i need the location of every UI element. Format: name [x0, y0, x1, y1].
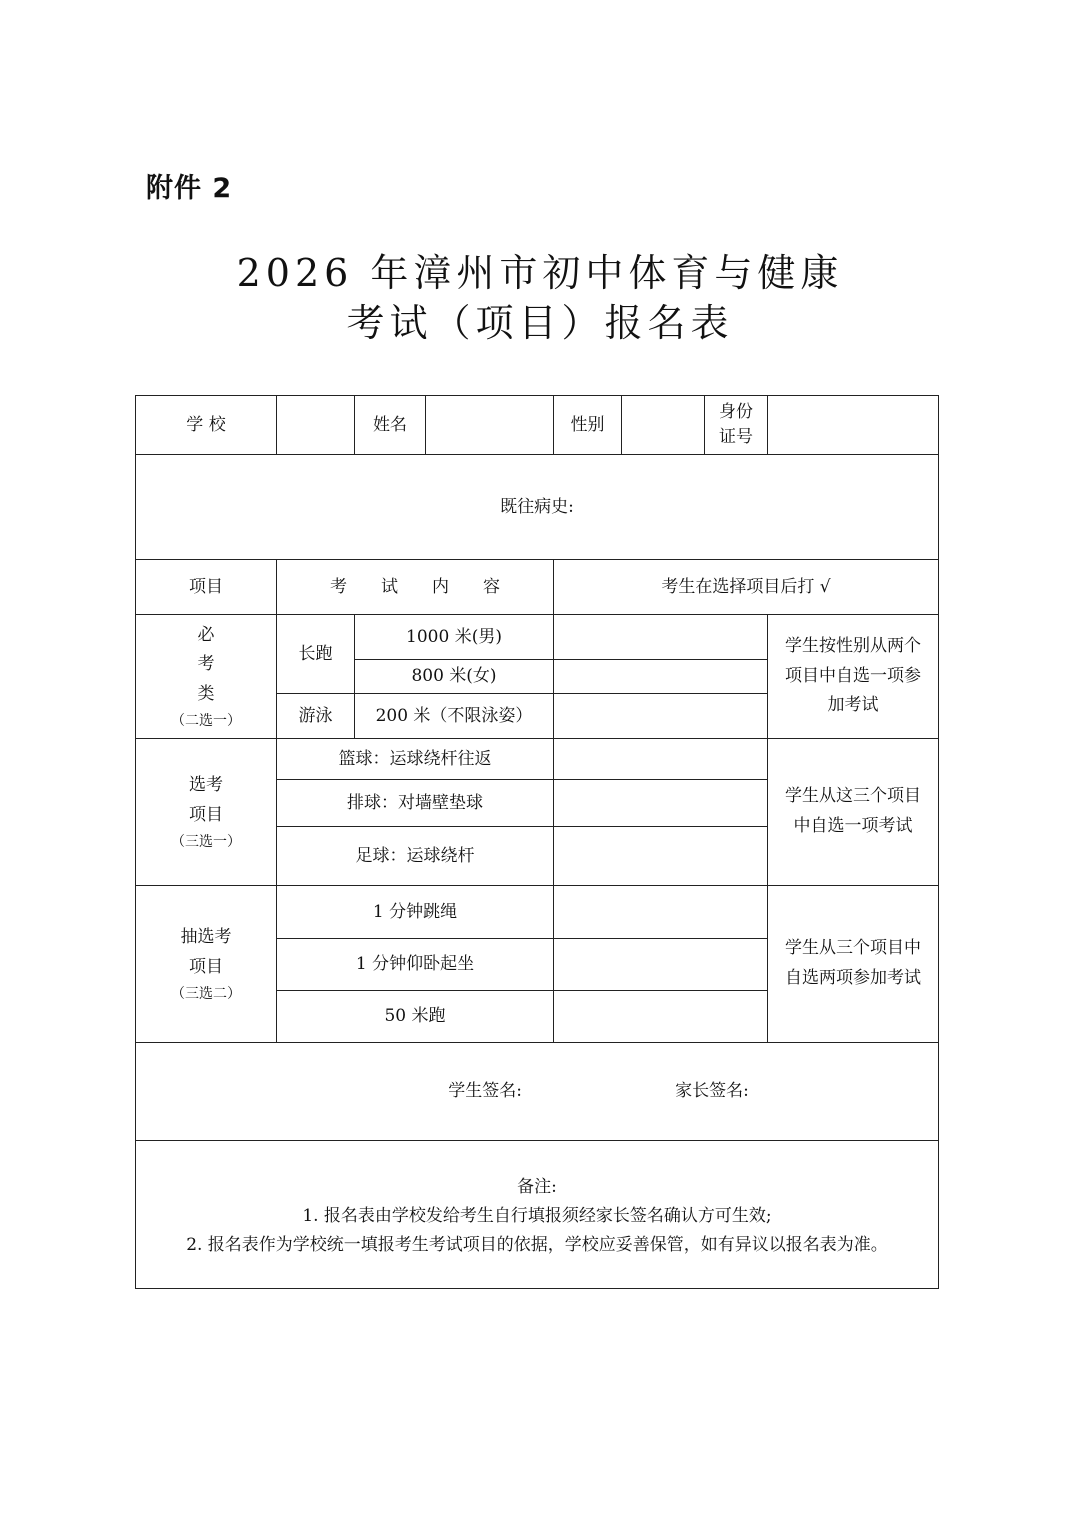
lottery-sub-label: （三选二） [171, 985, 241, 1002]
gender-input-cell[interactable] [622, 396, 705, 455]
lottery-item: 50 米跑 [277, 991, 554, 1043]
form-title-line-1: 2026 年漳州市初中体育与健康 [236, 251, 844, 295]
lottery-item: 1 分钟仰卧起坐 [277, 939, 554, 991]
elective-item: 足球：运球绕杆 [277, 827, 554, 886]
elective-check-cell[interactable] [554, 739, 768, 780]
long-run-label: 长跑 [277, 615, 355, 694]
attachment-label: 附件 2 [146, 173, 233, 204]
elective-category-label [136, 739, 277, 886]
swim-label: 游泳 [277, 694, 355, 739]
required-note: 学生按性别从两个项目中自选一项参加考试 [768, 615, 939, 739]
school-label: 学 校 [136, 396, 277, 455]
id-number-label [705, 396, 768, 455]
lottery-item: 1 分钟跳绳 [277, 886, 554, 939]
name-label: 姓名 [355, 396, 426, 455]
id-label-line-1: 身份 [719, 402, 753, 423]
lottery-label-1: 抽选考 [180, 927, 232, 948]
lottery-check-cell[interactable] [554, 886, 768, 939]
swim-check-cell[interactable] [554, 694, 768, 739]
name-input-cell[interactable] [426, 396, 554, 455]
elective-item: 篮球：运球绕杆往返 [277, 739, 554, 780]
lottery-check-cell[interactable] [554, 991, 768, 1043]
medical-history-cell[interactable] [136, 455, 939, 560]
medical-history-label: 既往病史: [500, 496, 574, 517]
elective-check-cell[interactable] [554, 780, 768, 827]
elective-label-1: 选考 [189, 775, 223, 796]
required-char-1: 必 [197, 624, 215, 645]
run-female-check-cell[interactable] [554, 660, 768, 694]
remarks-line-2: 2. 报名表作为学校统一填报考生考试项目的依据，学校应妥善保管，如有异议以报名表为准。 [186, 1234, 888, 1255]
lottery-category-label [136, 886, 277, 1043]
header-check: 考生在选择项目后打 √ [554, 560, 939, 615]
lottery-note: 学生从三个项目中自选两项参加考试 [768, 886, 939, 1043]
id-label-line-2: 证号 [719, 427, 753, 447]
run-male-item: 1000 米(男) [355, 615, 554, 660]
lottery-check-cell[interactable] [554, 939, 768, 991]
required-char-3: 类 [197, 684, 215, 705]
elective-item: 排球：对墙壁垫球 [277, 780, 554, 827]
remarks-cell [136, 1141, 939, 1289]
gender-label: 性别 [554, 396, 622, 455]
id-number-input-cell[interactable] [768, 396, 939, 455]
signature-row[interactable] [136, 1043, 939, 1141]
header-content: 考 试 内 容 [277, 560, 554, 615]
required-sub-label: （二选一） [171, 712, 241, 729]
run-female-item: 800 米(女) [355, 660, 554, 694]
form-title-line-2: 考试（项目）报名表 [346, 301, 734, 345]
swim-item: 200 米（不限泳姿） [355, 694, 554, 739]
lottery-label-2: 项目 [189, 956, 223, 977]
parent-signature-label: 家长签名: [675, 1081, 749, 1102]
school-input-cell[interactable] [277, 396, 355, 455]
remarks-line-1: 1. 报名表由学校发给考生自行填报须经家长签名确认方可生效; [302, 1206, 772, 1227]
header-item: 项目 [136, 560, 277, 615]
required-category-label [136, 615, 277, 739]
run-male-check-cell[interactable] [554, 615, 768, 660]
elective-sub-label: （三选一） [171, 833, 241, 850]
elective-label-2: 项目 [189, 804, 223, 825]
elective-note: 学生从这三个项目中自选一项考试 [768, 739, 939, 886]
required-char-2: 考 [197, 654, 215, 675]
registration-form-table [135, 395, 939, 1289]
remarks-label: 备注: [517, 1177, 557, 1198]
elective-check-cell[interactable] [554, 827, 768, 886]
student-signature-label: 学生签名: [448, 1081, 522, 1102]
